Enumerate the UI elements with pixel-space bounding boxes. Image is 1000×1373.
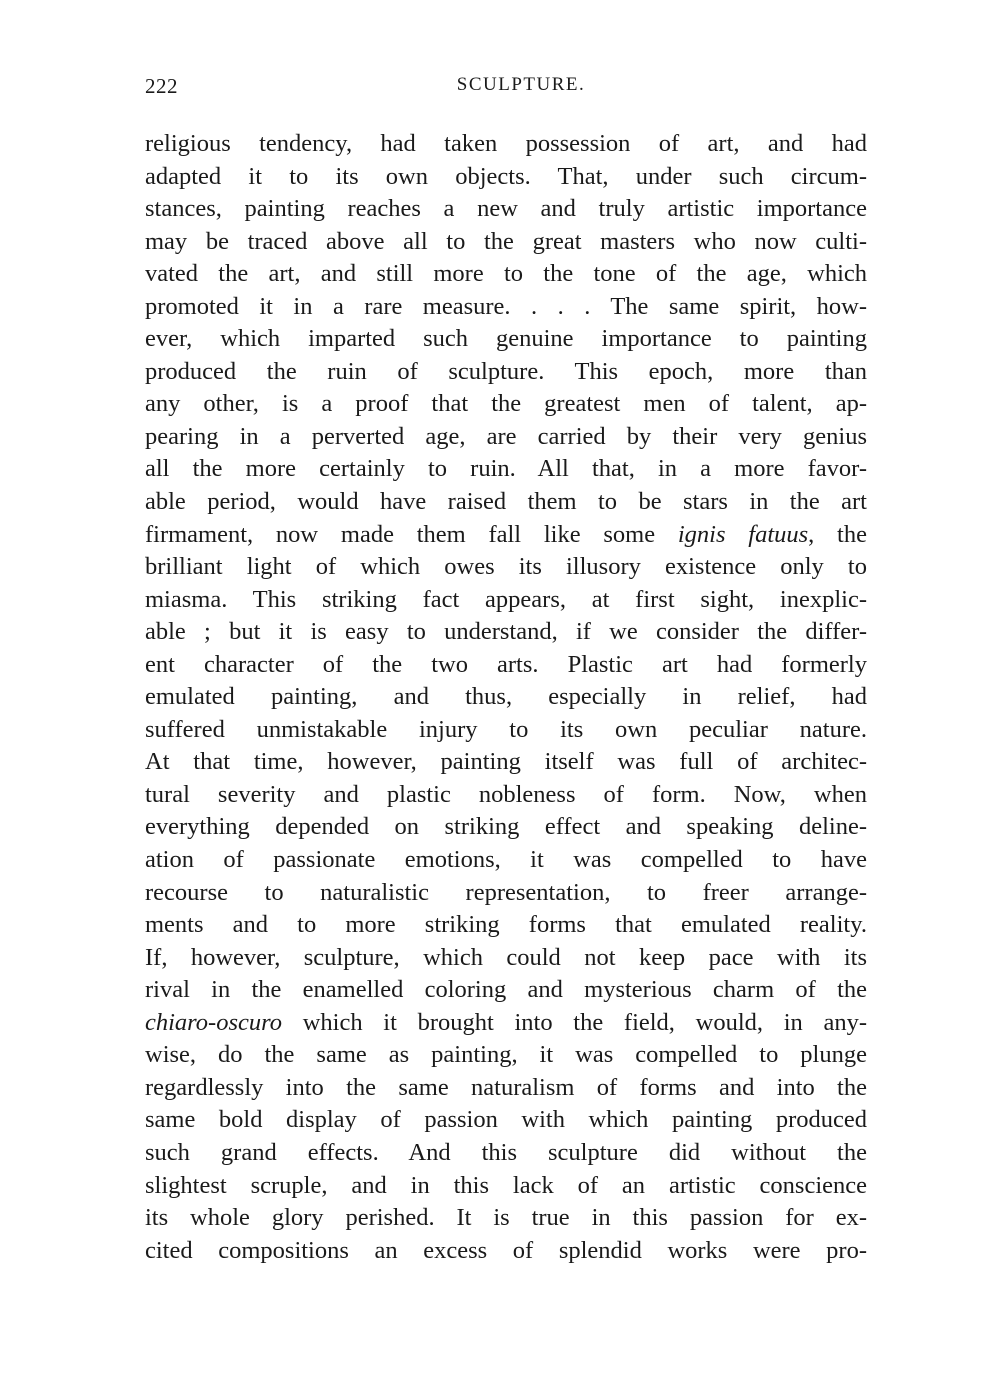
text-line: ation of passionate emotions, it was compelled to have	[145, 846, 867, 874]
text-line: vated the art, and still more to the tone of the age, which	[145, 260, 867, 288]
text-line: miasma. This striking fact appears, at first sight, inexplic-	[145, 585, 867, 613]
text-line: brilliant light of which owes its illusory existence only to	[145, 553, 867, 581]
text-line-with-italic	[145, 1007, 867, 1040]
text-line: At that time, however, painting itself was full of architec-	[145, 748, 867, 776]
text-line: able ; but it is easy to understand, if we consider the differ-	[145, 618, 867, 646]
text-line: stances, painting reaches a new and truly artistic importance	[145, 195, 867, 223]
text-line: such grand effects. And this sculpture did without the	[145, 1138, 867, 1166]
text-segment: firmament, now made them fall like some	[145, 520, 678, 548]
text-segment: which it brought into the field, would, in any-	[282, 1008, 867, 1036]
text-line: tural severity and plastic nobleness of form. Now, when	[145, 780, 867, 808]
body-text	[145, 128, 867, 1267]
text-line: cited compositions an excess of splendid works were pro-	[145, 1236, 867, 1264]
text-line: able period, would have raised them to be stars in the art	[145, 488, 867, 516]
text-line: adapted it to its own objects. That, under such circum-	[145, 162, 867, 190]
running-title: SCULPTURE.	[456, 74, 586, 95]
text-line: all the more certainly to ruin. All that, in a more favor-	[145, 455, 867, 483]
text-line: slightest scruple, and in this lack of an artistic conscience	[145, 1171, 867, 1199]
italic-phrase-chiaro-oscuro: chiaro-oscuro	[145, 1008, 282, 1036]
text-line: regardlessly into the same naturalism of forms and into the	[145, 1073, 867, 1101]
text-line: same bold display of passion with which painting produced	[145, 1106, 867, 1134]
page-number: 222	[145, 74, 178, 98]
italic-phrase-ignis-fatuus: ignis fatuus	[677, 520, 809, 548]
text-line: promoted it in a rare measure. . . . The same spirit, how-	[145, 292, 867, 320]
text-segment: , the	[808, 520, 867, 548]
text-line: any other, is a proof that the greatest men of talent, ap-	[145, 390, 867, 418]
text-line: ments and to more striking forms that emulated reality.	[145, 911, 867, 939]
text-line: religious tendency, had taken possession of art, and had	[145, 130, 867, 157]
text-line: suffered unmistakable injury to its own peculiar nature.	[145, 715, 867, 743]
running-head	[145, 74, 867, 102]
text-line: may be traced above all to the great masters who now culti-	[145, 227, 867, 255]
text-line: rival in the enamelled coloring and mysterious charm of the	[145, 976, 867, 1004]
text-line: emulated painting, and thus, especially in relief, had	[145, 683, 867, 711]
text-line: ever, which imparted such genuine importance to painting	[145, 325, 867, 353]
text-line: everything depended on striking effect and speaking deline-	[145, 813, 867, 841]
text-line: produced the ruin of sculpture. This epoch, more than	[145, 357, 867, 385]
text-line: wise, do the same as painting, it was compelled to plunge	[145, 1041, 867, 1069]
text-line: recourse to naturalistic representation, to freer arrange-	[145, 878, 867, 906]
text-line: its whole glory perished. It is true in this passion for ex-	[145, 1204, 867, 1232]
text-line-with-italic	[145, 519, 867, 552]
text-line: pearing in a perverted age, are carried by their very genius	[145, 422, 867, 450]
text-line: ent character of the two arts. Plastic art had formerly	[145, 650, 867, 678]
text-line: If, however, sculpture, which could not keep pace with its	[145, 943, 867, 971]
